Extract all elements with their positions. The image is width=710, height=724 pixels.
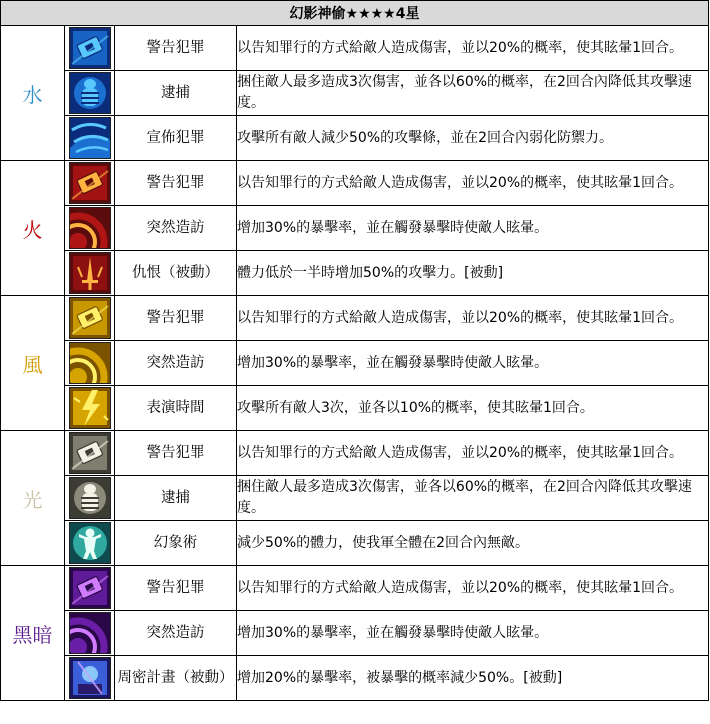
skill-icon-cell (65, 206, 115, 251)
skill-description: 增加30%的暴擊率，並在觸發暴擊時使敵人眩暈。 (237, 341, 709, 386)
skill-name: 周密計畫（被動） (115, 656, 237, 701)
skill-description: 攻擊所有敵人減少50%的攻擊條，並在2回合內弱化防禦力。 (237, 116, 709, 161)
skill-row (1, 386, 709, 431)
skill-name: 突然造訪 (115, 206, 237, 251)
skill-icon-cell (65, 476, 115, 521)
skill-row (1, 656, 709, 701)
element-label-wind: 風 (1, 296, 65, 431)
skill-row (1, 161, 709, 206)
skill-description: 捆住敵人最多造成3次傷害，並各以60%的概率，在2回合內降低其攻擊速度。 (237, 71, 709, 116)
skill-icon-cell (65, 251, 115, 296)
skill-description: 捆住敵人最多造成3次傷害，並各以60%的概率，在2回合內降低其攻擊速度。 (237, 476, 709, 521)
sudden-visit-icon (69, 342, 111, 384)
title-row (1, 1, 709, 26)
thorough-plan-icon (69, 657, 111, 699)
sudden-visit-icon (69, 612, 111, 654)
skill-row (1, 26, 709, 71)
skill-description: 以告知罪行的方式給敵人造成傷害，並以20%的概率，使其眩暈1回合。 (237, 431, 709, 476)
skill-description: 增加20%的暴擊率，被暴擊的概率減少50%。[被動] (237, 656, 709, 701)
skill-row (1, 521, 709, 566)
skill-name: 警告犯罪 (115, 161, 237, 206)
skill-name: 警告犯罪 (115, 431, 237, 476)
skill-name: 突然造訪 (115, 341, 237, 386)
sudden-visit-icon (69, 207, 111, 249)
skill-row (1, 296, 709, 341)
skill-icon-cell (65, 521, 115, 566)
skill-icon-cell (65, 566, 115, 611)
card-warning-icon (69, 162, 111, 204)
skill-name: 幻象術 (115, 521, 237, 566)
skill-icon-cell (65, 431, 115, 476)
arrest-bind-icon (69, 72, 111, 114)
element-label-light: 光 (1, 431, 65, 566)
skill-name: 宣佈犯罪 (115, 116, 237, 161)
table-title: 幻影神偷★★★★4星 (1, 1, 709, 26)
skill-name: 警告犯罪 (115, 566, 237, 611)
card-warning-icon (69, 567, 111, 609)
skill-name: 逮捕 (115, 71, 237, 116)
skill-icon-cell (65, 26, 115, 71)
skill-row (1, 116, 709, 161)
revenge-sword-icon (69, 252, 111, 294)
skill-description: 攻擊所有敵人3次，並各以10%的概率，使其眩暈1回合。 (237, 386, 709, 431)
skill-row (1, 566, 709, 611)
skill-icon-cell (65, 71, 115, 116)
skill-icon-cell (65, 386, 115, 431)
skill-description: 以告知罪行的方式給敵人造成傷害，並以20%的概率，使其眩暈1回合。 (237, 26, 709, 71)
skill-icon-cell (65, 656, 115, 701)
skill-description: 以告知罪行的方式給敵人造成傷害，並以20%的概率，使其眩暈1回合。 (237, 566, 709, 611)
skill-icon-cell (65, 611, 115, 656)
skill-name: 仇恨（被動） (115, 251, 237, 296)
skill-description: 以告知罪行的方式給敵人造成傷害，並以20%的概率，使其眩暈1回合。 (237, 161, 709, 206)
skill-row (1, 71, 709, 116)
element-label-fire: 火 (1, 161, 65, 296)
illusion-figure-icon (69, 522, 111, 564)
card-warning-icon (69, 432, 111, 474)
card-storm-icon (69, 117, 111, 159)
showtime-icon (69, 387, 111, 429)
skill-rows (1, 26, 709, 701)
skill-row (1, 206, 709, 251)
card-warning-icon (69, 27, 111, 69)
skill-name: 逮捕 (115, 476, 237, 521)
skill-row (1, 341, 709, 386)
skill-description: 體力低於一半時增加50%的攻擊力。[被動] (237, 251, 709, 296)
skill-name: 警告犯罪 (115, 296, 237, 341)
skill-row (1, 251, 709, 296)
skill-icon-cell (65, 116, 115, 161)
skill-name: 表演時間 (115, 386, 237, 431)
skill-row (1, 476, 709, 521)
skill-description: 減少50%的體力，使我軍全體在2回合內無敵。 (237, 521, 709, 566)
card-warning-icon (69, 297, 111, 339)
skill-icon-cell (65, 341, 115, 386)
arrest-bind-icon (69, 477, 111, 519)
element-label-dark: 黑暗 (1, 566, 65, 701)
skill-description: 以告知罪行的方式給敵人造成傷害，並以20%的概率，使其眩暈1回合。 (237, 296, 709, 341)
skill-description: 增加30%的暴擊率，並在觸發暴擊時使敵人眩暈。 (237, 206, 709, 251)
skill-row (1, 611, 709, 656)
skill-name: 突然造訪 (115, 611, 237, 656)
element-label-water: 水 (1, 26, 65, 161)
skill-icon-cell (65, 296, 115, 341)
skill-icon-cell (65, 161, 115, 206)
skill-name: 警告犯罪 (115, 26, 237, 71)
skill-description: 增加30%的暴擊率，並在觸發暴擊時使敵人眩暈。 (237, 611, 709, 656)
skill-row (1, 431, 709, 476)
